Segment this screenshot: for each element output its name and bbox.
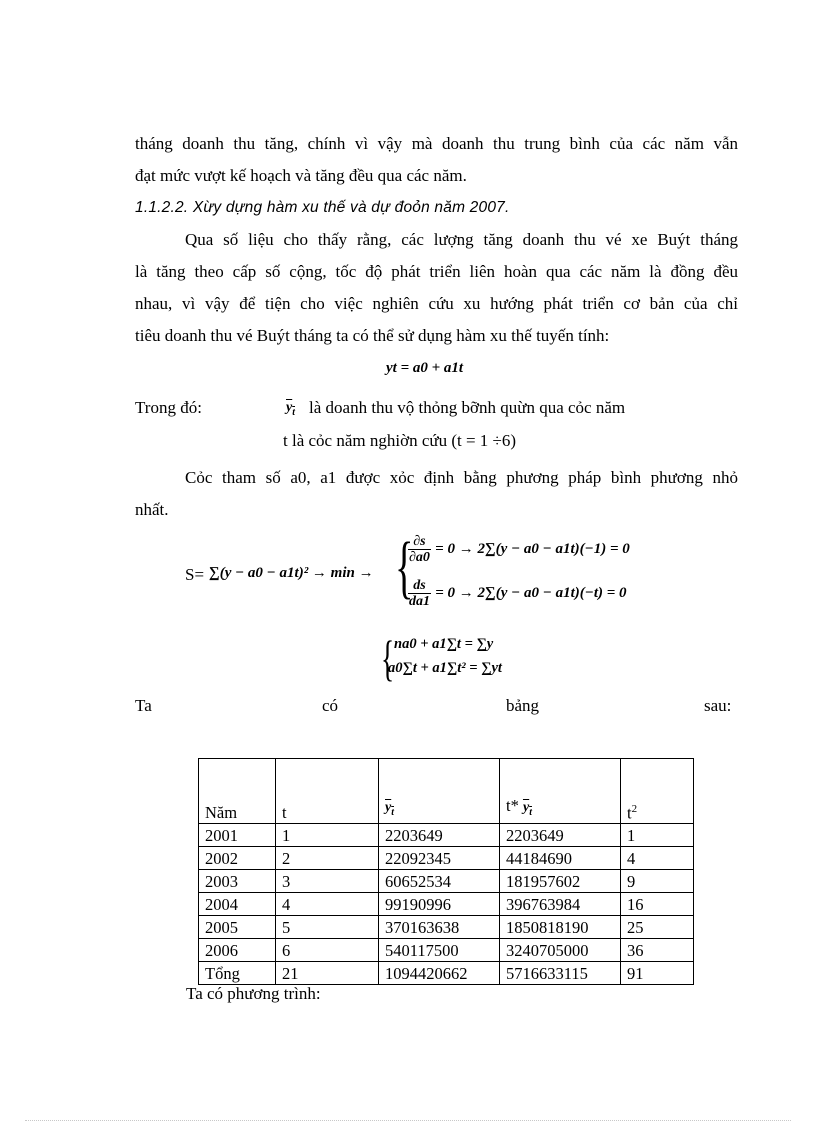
table-row bbox=[199, 847, 694, 870]
header-cell: $t^2$ bbox=[621, 759, 694, 824]
table-cell: 2004 bbox=[199, 893, 276, 916]
table-cell: 5716633115 bbox=[500, 962, 621, 985]
table-cell: 2203649 bbox=[500, 824, 621, 847]
table-cell: 91 bbox=[621, 962, 694, 985]
table-cell: 2005 bbox=[199, 916, 276, 939]
system-brace: { bbox=[381, 630, 395, 686]
table-cell: 2003 bbox=[199, 870, 276, 893]
s-expression: ∑(y − a0 − a1t)² → min → bbox=[209, 565, 374, 581]
table-cell: 21 bbox=[276, 962, 379, 985]
table-row bbox=[199, 870, 694, 893]
derivative-num: ds bbox=[408, 578, 431, 594]
table-cell: 22092345 bbox=[379, 847, 500, 870]
table-cell: 99190996 bbox=[379, 893, 500, 916]
table-cell: 44184690 bbox=[500, 847, 621, 870]
table-cell: 3 bbox=[276, 870, 379, 893]
section-heading: 1.1.2.2. Xừy dựng hàm xu thế và dự đoỏn năm 2007. bbox=[135, 199, 510, 216]
header-cell: Năm bbox=[199, 759, 276, 824]
after-table-text: Ta có phương trình: bbox=[186, 984, 321, 1003]
table-cell: 1 bbox=[276, 824, 379, 847]
system-equation-1: na0 + a1∑t = ∑y bbox=[394, 636, 494, 652]
table-cell: 6 bbox=[276, 939, 379, 962]
table-cell: Tổng bbox=[199, 962, 276, 985]
revenue-table bbox=[198, 758, 694, 985]
table-cell: 5 bbox=[276, 916, 379, 939]
table-cell: 181957602 bbox=[500, 870, 621, 893]
symbol-yt: $y_t$ bbox=[286, 400, 295, 418]
table-cell: 4 bbox=[621, 847, 694, 870]
header-cell: t* $y_t$ bbox=[500, 759, 621, 824]
paragraph-line: là tăng theo cấp số cộng, tốc độ phát triển liên hoàn qua các năm là đồng đều bbox=[135, 262, 738, 281]
header-cell: t bbox=[276, 759, 379, 824]
trend-formula: yt = a0 + a1t bbox=[386, 360, 464, 376]
paragraph-line: nhau, vì vậy để tiện cho việc nghiên cứu xu hướng phát triển cơ bản của chỉ bbox=[135, 294, 738, 313]
paragraph-line: tháng doanh thu tăng, chính vì vậy mà doanh thu trung bình của các năm vẫn bbox=[135, 134, 738, 153]
table-cell: 3240705000 bbox=[500, 939, 621, 962]
header-yt: $y_t$ bbox=[385, 800, 394, 818]
table-cell: 60652534 bbox=[379, 870, 500, 893]
table-cell: 396763984 bbox=[500, 893, 621, 916]
word: bảng bbox=[506, 696, 540, 715]
derivative-equation-2 bbox=[408, 578, 627, 609]
s-prefix: S= bbox=[185, 565, 205, 584]
table-cell: 1850818190 bbox=[500, 916, 621, 939]
table-cell: 540117500 bbox=[379, 939, 500, 962]
header-cell bbox=[379, 759, 500, 824]
table-cell: 36 bbox=[621, 939, 694, 962]
table-cell: 2006 bbox=[199, 939, 276, 962]
derivative-equation-1 bbox=[408, 534, 630, 565]
table-cell: 4 bbox=[276, 893, 379, 916]
word: Ta bbox=[135, 696, 152, 715]
derivative-num: ∂s bbox=[408, 534, 431, 550]
table-row bbox=[199, 939, 694, 962]
system-equation-2: a0∑t + a1∑t² = ∑yt bbox=[388, 660, 502, 676]
table-row bbox=[199, 824, 694, 847]
table-cell: 2203649 bbox=[379, 824, 500, 847]
table-cell: 2001 bbox=[199, 824, 276, 847]
where-label: Trong đó: bbox=[135, 398, 202, 417]
word: sau: bbox=[704, 696, 732, 715]
left-brace: { bbox=[395, 529, 414, 606]
table-cell: 16 bbox=[621, 893, 694, 916]
header-yt: $y_t$ bbox=[522, 800, 532, 818]
paragraph-line: đạt mức vượt kế hoạch và tăng đều qua các năm. bbox=[135, 166, 467, 185]
where-t-text: t là cỏc năm nghiờn cứu (t = 1 ÷6) bbox=[283, 431, 517, 450]
derivative-den: ∂a0 bbox=[409, 550, 430, 565]
paragraph-line: Qua số liệu cho thấy rằng, các lượng tăng doanh thu vé xe Buýt tháng bbox=[185, 230, 738, 249]
derivative-rest: = 0 → 2∑(y − a0 − a1t)(−t) = 0 bbox=[435, 585, 627, 601]
table-cell: 2 bbox=[276, 847, 379, 870]
table-cell: 1 bbox=[621, 824, 694, 847]
table-header-row bbox=[199, 759, 694, 824]
page-bottom-divider bbox=[25, 1120, 791, 1121]
derivative-den: da1 bbox=[409, 594, 430, 609]
table-cell: 1094420662 bbox=[379, 962, 500, 985]
derivative-rest: = 0 → 2∑(y − a0 − a1t)(−1) = 0 bbox=[435, 541, 630, 557]
where-y-text: là doanh thu vộ thỏng bỡnh quừn qua cỏc năm bbox=[309, 398, 626, 417]
paragraph-line: tiêu doanh thu vé Buýt tháng ta có thể sử dụng hàm xu thế tuyến tính: bbox=[135, 326, 610, 345]
table-row bbox=[199, 893, 694, 916]
table-cell: 2002 bbox=[199, 847, 276, 870]
table-total-row bbox=[199, 962, 694, 985]
paragraph-line: Cỏc tham số a0, a1 được xỏc định bằng phương pháp bình phương nhỏ bbox=[185, 468, 738, 487]
table-row bbox=[199, 916, 694, 939]
word: có bbox=[322, 696, 339, 715]
table-cell: 25 bbox=[621, 916, 694, 939]
table-cell: 9 bbox=[621, 870, 694, 893]
paragraph-line: nhất. bbox=[135, 500, 169, 519]
table-cell: 370163638 bbox=[379, 916, 500, 939]
